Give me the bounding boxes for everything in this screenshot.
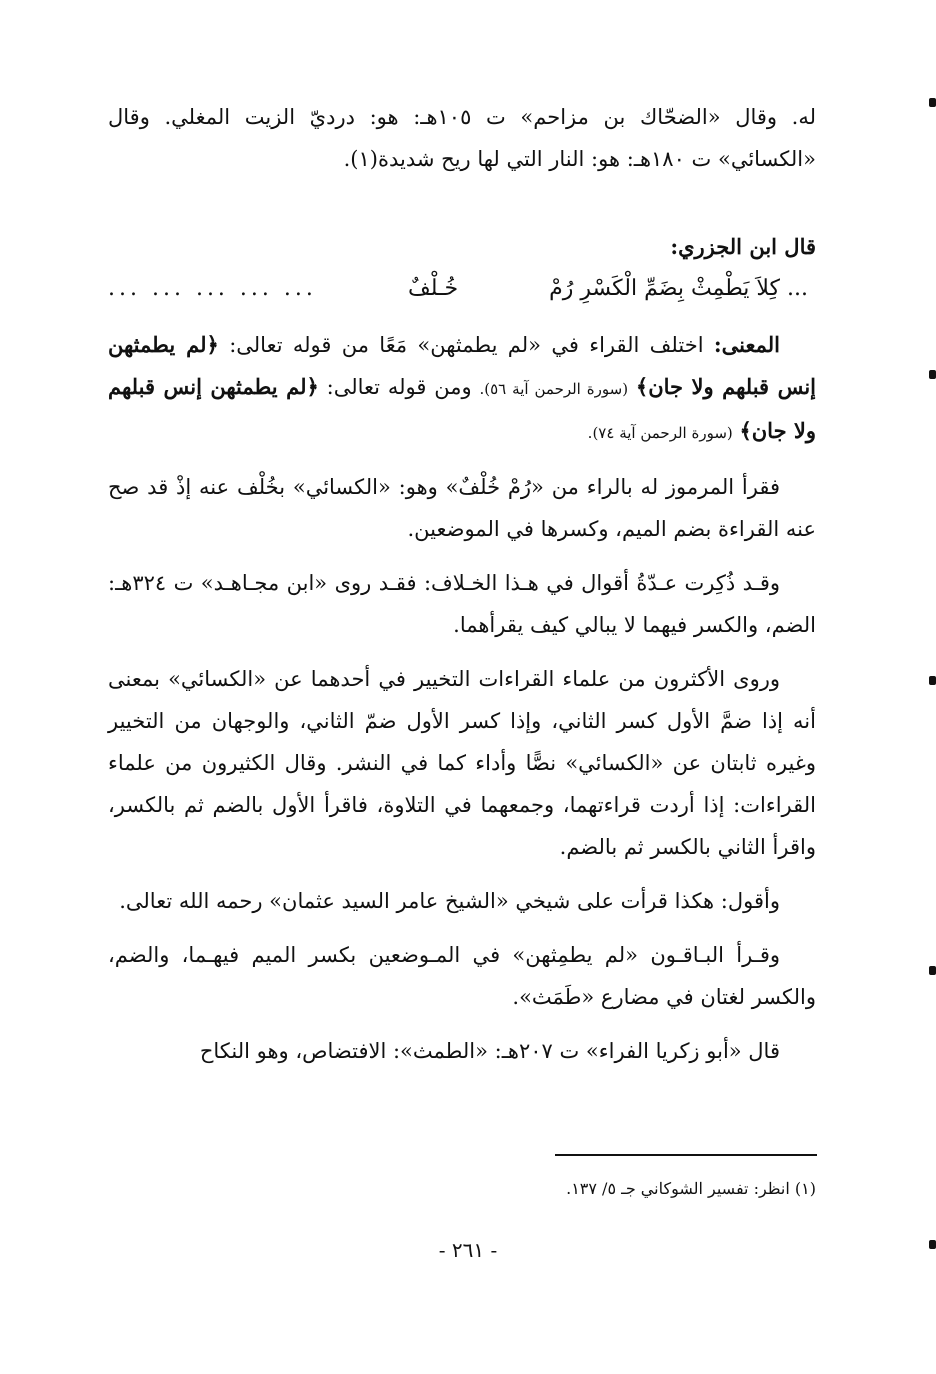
margin-mark bbox=[929, 1240, 936, 1249]
margin-mark bbox=[929, 370, 936, 379]
verse-hemistich-1: ... كِلاَ يَطْمِثْ بِضَمِّ الْكَسْرِ رُمْ bbox=[549, 276, 808, 301]
margin-mark bbox=[929, 966, 936, 975]
paragraph-1: له. وقال «الضحّاك بن مزاحم» ت ١٠٥هـ: هو: درديّ الزيت المغلي. وقال «الكسائي» ت ١٨٠هـ: هو: النار التي لها ريح شديدة(١). bbox=[108, 105, 816, 171]
meaning-text-b: ومن قوله تعالى: bbox=[326, 375, 472, 399]
footnote-divider bbox=[555, 1154, 817, 1156]
quran-ref-2: (سورة الرحمن آية ٧٤). bbox=[587, 424, 733, 442]
paragraph-8: وقـرأ البـاقـون «لم يطمِثهن» في المـوضعين بكسر الميم فيهـما، والضم، والكسر لغتان في مضارع «طَمَث». bbox=[108, 943, 816, 1009]
paragraph-9: قال «أبو زكريا الفراء» ت ٢٠٧هـ: «الطمث»: الافتضاص، وهو النكاح bbox=[199, 1039, 780, 1063]
footnote: (١) انظر: تفسير الشوكاني جـ ٥/ ١٣٧. bbox=[566, 1179, 816, 1198]
meaning-text-a: اختلف القراء في «لم يطمثهن» مَعًا من قوله تعالى: bbox=[229, 333, 704, 357]
verse-line bbox=[108, 268, 816, 310]
paragraph-6: وروى الأكثرون من علماء القراءات التخيير في أحدهما عن «الكسائي» بمعنى أنه إذا ضمَّ الأول كسر الثاني، وإذا كسر الأول ضمّ الثاني، والوجهان من التخيير وغيره ثابتان عن «الكسائي» نصًّا وأداء كما في النشر. وقال الكثيرون من علماء القراءات: إذا أردت قراءتهما، وجمعهما في التلاوة، فاقرأ الأول بالضم ثم بالكسر، واقرأ الثاني بالكسر ثم بالضم. bbox=[108, 667, 816, 859]
paragraph-4: فقرأ المرموز له بالراء من «رُمْ خُلْفٌ» وهو: «الكسائي» بخُلْف عنه إذْ قد صح عنه القراءة بضم الميم، وكسرها في الموضعين. bbox=[108, 475, 816, 541]
quran-ref-1: (سورة الرحمن آية ٥٦). bbox=[479, 380, 629, 398]
quran-quote-2: ﴿لم يطمثهن إنس قبلهم ولا جان﴾ bbox=[108, 374, 816, 443]
meaning-label: المعنى: bbox=[713, 332, 780, 357]
section-heading: قال ابن الجزري: bbox=[670, 234, 816, 259]
margin-mark bbox=[929, 676, 936, 685]
paragraph-meaning bbox=[108, 324, 816, 454]
verse-hemistich-2: خُـلْفٌ bbox=[407, 276, 459, 301]
page-number: - ٢٦١ - bbox=[438, 1238, 498, 1262]
paragraph-7: وأقول: هكذا قرأت على شيخي «الشيخ عامر السيد عثمان» رحمه الله تعالى. bbox=[119, 889, 780, 913]
verse-dots: ... ... ... ... ... bbox=[108, 276, 317, 301]
quran-quote-1: ﴿لم يطمثهن إنس قبلهم ولا جان﴾ bbox=[108, 332, 817, 399]
page-body bbox=[108, 96, 816, 1084]
margin-mark bbox=[929, 98, 936, 107]
paragraph-5: وقـد ذُكِرت عـدّةُ أقوال في هـذا الخـلاف: فقـد روى «ابن مجـاهـد» ت ٣٢٤هـ: الضم، والكسر فيهما لا يبالي كيف يقرأهما. bbox=[108, 571, 816, 637]
